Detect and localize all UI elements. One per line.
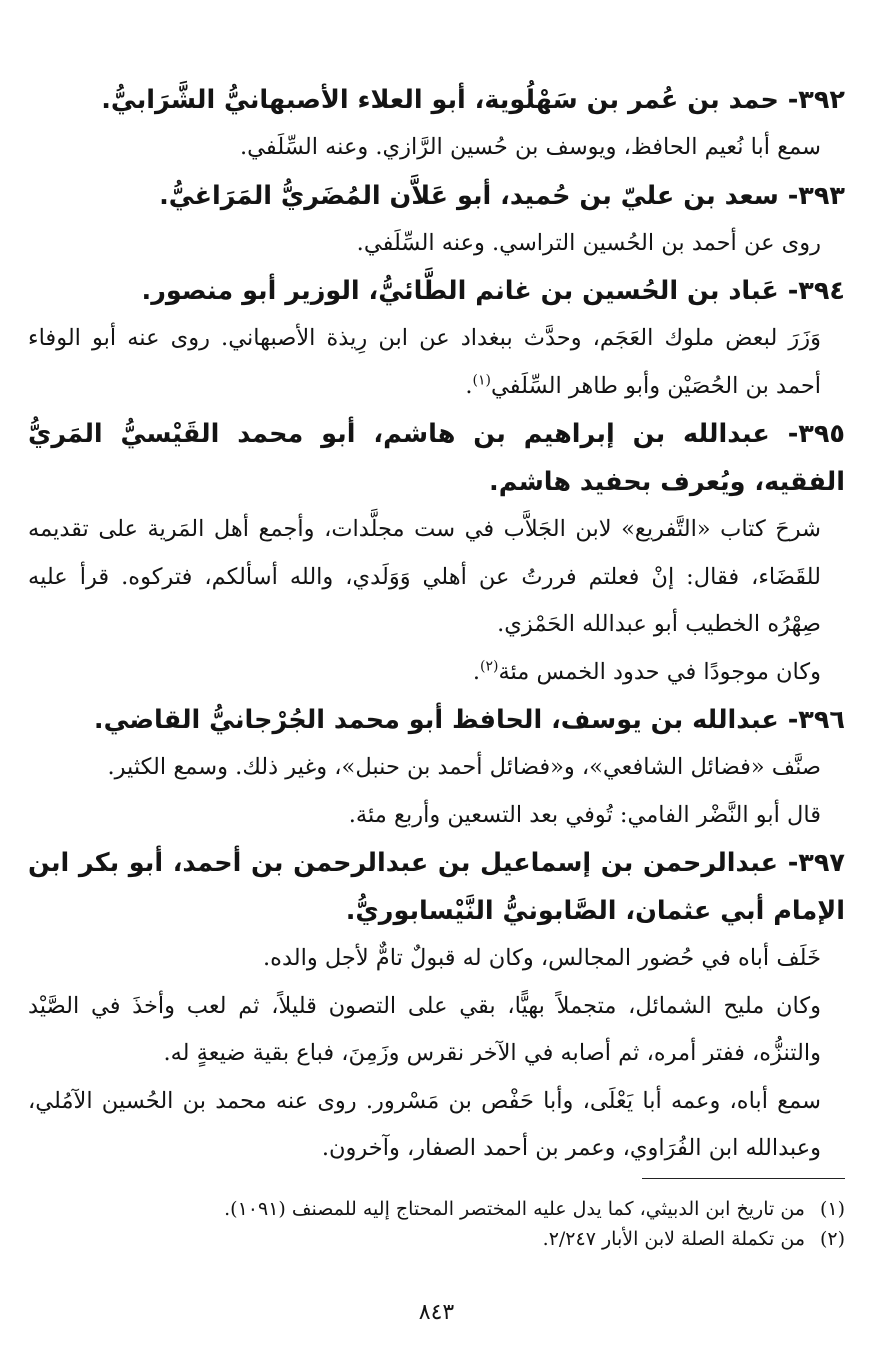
footnote-reference: (٢) xyxy=(479,658,499,674)
entry-heading: ٣٩٣- سعد بن عليّ بن حُميد، أبو عَلاَّن المُضَريُّ المَرَاغيُّ. xyxy=(159,180,845,211)
footnote-number: (٢) xyxy=(819,1228,845,1250)
footnote-text: من تكملة الصلة لابن الأبار ٢/٢٤٧. xyxy=(542,1228,805,1250)
footnote-divider xyxy=(642,1178,845,1179)
footnote-item xyxy=(28,1194,845,1224)
entry-heading: ٣٩٤- عَباد بن الحُسين بن غانم الطَّائيُّ، الوزير أبو منصور. xyxy=(141,276,845,306)
footnote-number: (١) xyxy=(819,1198,845,1220)
entry-paragraph: وكان مليح الشمائل، متجملاً بهيًّا، بقي على التصون قليلاً، ثم لعب وأخذَ في الصَّيْد والتنزُّه، ففتر أمره، ثم أصابه في الآخر نقرس وزَمِنَ، فباع بقية ضيعةٍ له. xyxy=(28,992,821,1066)
entry-heading: ٣٩٦- عبدالله بن يوسف، الحافظ أبو محمد الجُرْجانيُّ القاضي. xyxy=(93,705,845,735)
entry-paragraph: شرحَ كتاب «التَّفريع» لابن الجَلاَّب في ست مجلَّدات، وأجمع أهل المَرية على تقديمه للقَضَاء، فقال: إنْ فعلتم فررتُ عن أهلي وَوَلَدي، والله أسألكم، فتركوه. قرأ عليه صِهْرُه الخطيب أبو عبدالله الحَمْزي. xyxy=(28,516,821,637)
entry-heading: ٣٩٧- عبدالرحمن بن إسماعيل بن عبدالرحمن بن أحمد، أبو بكر ابن الإمام أبي عثمان، الصَّابونيُّ النَّيْسابوريُّ. xyxy=(28,848,845,926)
entry-paragraph: وكان موجودًا في حدود الخمس مئة$^{(٢)}$. xyxy=(472,658,821,685)
entry-paragraph: خَلَف أباه في حُضور المجالس، وكان له قبولٌ تامٌّ لأجل والده. xyxy=(263,945,821,971)
page-number: ٨٤٣ xyxy=(418,1300,455,1325)
entry-heading: ٣٩٢- حمد بن عُمر بن سَهْلُوية، أبو العلاء الأصبهانيُّ الشَّرَابيُّ. xyxy=(101,85,845,115)
footnote-reference: (١) xyxy=(472,372,491,388)
entry-paragraph: صنَّف «فضائل الشافعي»، و«فضائل أحمد بن حنبل»، وغير ذلك. وسمع الكثير. xyxy=(107,754,821,780)
entry-paragraph: سمع أبا نُعيم الحافظ، ويوسف بن حُسين الرَّازي. وعنه السِّلَفي. xyxy=(240,134,821,160)
entry-paragraph: روى عن أحمد بن الحُسين التراسي. وعنه السِّلَفي. xyxy=(356,229,821,256)
entry-paragraph: وَزَرَ لبعض ملوك العَجَم، وحدَّث ببغداد عن ابن رِيذة الأصبهاني. روى عنه أبو الوفاء أحمد بن الحُصَيْن وأبو طاهر السِّلَفي$^{(١)}$. xyxy=(28,325,821,399)
entry-paragraph: سمع أباه، وعمه أبا يَعْلَى، وأبا حَفْص بن مَسْرور. روى عنه محمد بن الحُسين الآمُلي، وعبدالله ابن الفُرَاوي، وعمر بن أحمد الصفار، وآخرون. xyxy=(28,1087,821,1161)
page-body xyxy=(28,76,845,1173)
entry-paragraph: قال أبو النَّضْر الفامي: تُوفي بعد التسعين وأربع مئة. xyxy=(348,801,821,828)
footnotes xyxy=(28,1194,845,1254)
entry-paragraph-text: وَزَرَ لبعض ملوك العَجَم، وحدَّث ببغداد عن ابن رِيذة الأصبهاني. روى عنه أبو الوفاء أحمد بن الحُصَيْن وأبو طاهر السِّلَفي xyxy=(28,325,821,399)
entry-heading: ٣٩٥- عبدالله بن إبراهيم بن هاشم، أبو محمد القَيْسيُّ المَريُّ الفقيه، ويُعرف بحفيد هاشم. xyxy=(28,419,845,497)
entry-paragraph-text: وكان موجودًا في حدود الخمس مئة xyxy=(498,658,821,685)
footnote-item xyxy=(28,1224,845,1254)
footnote-text: من تاريخ ابن الدبيثي، كما يدل عليه المختصر المحتاج إليه للمصنف (١٠٩١). xyxy=(224,1198,805,1220)
